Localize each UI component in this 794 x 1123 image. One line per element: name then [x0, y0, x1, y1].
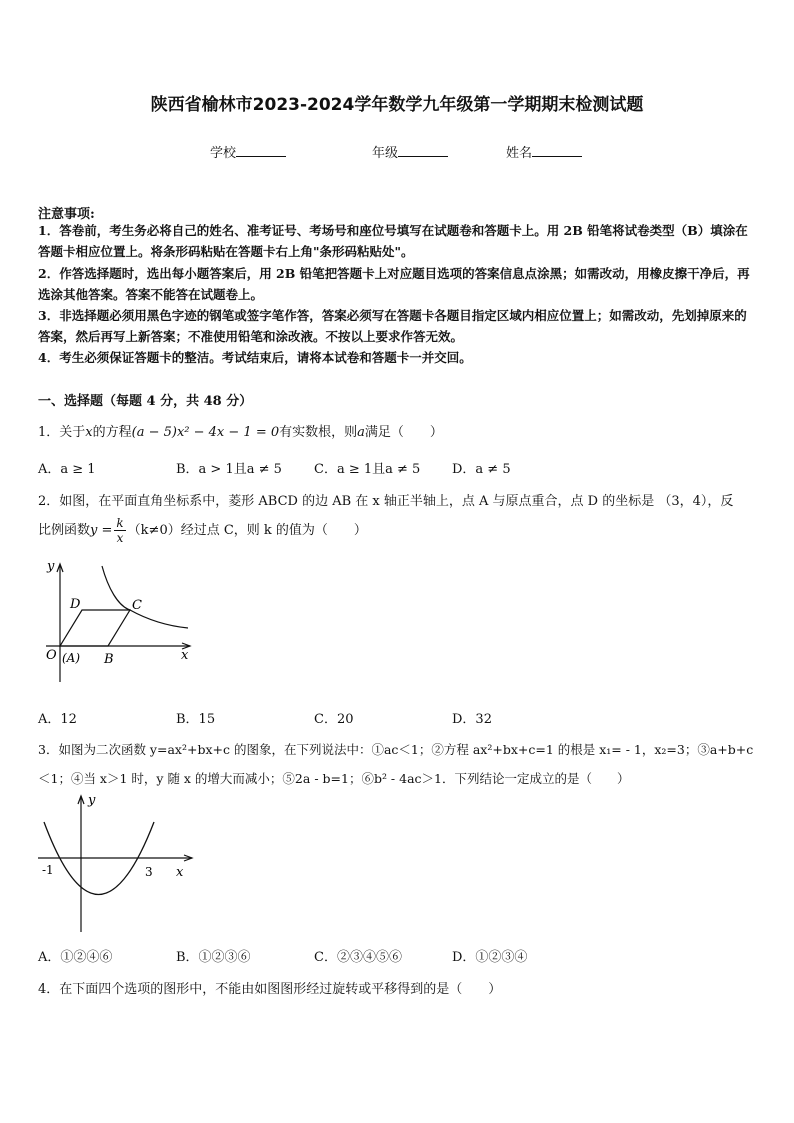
q2-label-o: O — [46, 648, 57, 663]
q2-line-2 — [38, 516, 367, 545]
q3-option-b[interactable]: B．①②③⑥ — [176, 950, 251, 965]
q2-option-d[interactable]: D．32 — [452, 712, 492, 727]
q2-frac-num: k — [116, 516, 124, 530]
school-blank — [236, 145, 286, 157]
q4-text: 4．在下面四个选项的图形中，不能由如图图形经过旋转或平移得到的是（ ） — [38, 982, 502, 997]
q3-option-a[interactable]: A．①②④⑥ — [38, 950, 113, 965]
q3-figure — [36, 792, 196, 937]
grade-blank — [398, 145, 448, 157]
q3-label-3: 3 — [145, 865, 153, 879]
q1-text-d: 满足（ ） — [364, 425, 443, 440]
q1-text-a: 1．关于 — [38, 425, 86, 440]
q3-label-y: y — [88, 793, 96, 808]
q1-text-b: 的方程 — [92, 425, 132, 440]
q2-option-a[interactable]: A．12 — [38, 712, 77, 727]
q2-text-b: （k≠0）经过点 C，则 k 的值为（ ） — [127, 523, 367, 538]
q2-option-c[interactable]: C．20 — [314, 712, 354, 727]
grade-field — [372, 142, 448, 161]
q1-x: x — [85, 425, 93, 440]
q2-frac-den: x — [116, 531, 124, 545]
q3-option-c[interactable]: C．②③④⑤⑥ — [314, 950, 402, 965]
q2-label-b: B — [104, 652, 114, 667]
q2-text-a: 比例函数 — [38, 523, 91, 538]
q1-text-c: 有实数根，则 — [279, 425, 358, 440]
school-label: 学校 — [210, 146, 237, 161]
q3-option-d[interactable]: D．①②③④ — [452, 950, 528, 965]
page-title: 陕西省榆林市2023-2024学年数学九年级第一学期期末检测试题 — [150, 95, 644, 115]
q1-option-c[interactable]: C．a ≥ 1且a ≠ 5 — [314, 462, 421, 477]
q2-label-d: D — [70, 597, 81, 612]
q2-figure — [38, 558, 198, 690]
q1-equation: (a − 5)x² − 4x − 1 = 0 — [131, 425, 280, 440]
school-field — [210, 142, 286, 161]
q1-option-b[interactable]: B．a > 1且a ≠ 5 — [176, 462, 282, 477]
q2-hyperbola — [102, 566, 188, 628]
q2-label-c: C — [132, 598, 142, 613]
q2-rhombus — [60, 610, 130, 646]
notice-item-3: 3．非选择题必须用黑色字迹的钢笔或签字笔作答，答案必须写在答题卡各题目指定区域内相应位置上；如需改动，先划掉原来的答案，然后再写上新答案；不准使用铅笔和涂改液。不按以上要求作答无效。 — [38, 308, 747, 344]
q2-line-1: 2．如图，在平面直角坐标系中，菱形 ABCD 的边 AB 在 x 轴正半轴上，点 A 与原点重合，点 D 的坐标是 （3，4），反 — [38, 494, 734, 509]
q2-y-eq: y = — [90, 523, 113, 538]
q3-line-2: ＜1；④当 x＞1 时，y 随 x 的增大而减小；⑤2a - b=1；⑥b² - 4ac＞1．下列结论一定成立的是（ ） — [38, 771, 630, 786]
q1-option-a[interactable]: A．a ≥ 1 — [38, 462, 96, 477]
section-heading: 一、选择题（每题 4 分，共 48 分） — [38, 394, 253, 409]
q2-fraction — [114, 516, 125, 545]
name-label: 姓名 — [506, 146, 533, 161]
question-1 — [38, 421, 443, 440]
name-blank — [532, 145, 582, 157]
q2-label-a: (A) — [62, 651, 81, 665]
q3-label-neg1: -1 — [42, 863, 54, 877]
q1-option-d[interactable]: D．a ≠ 5 — [452, 462, 511, 477]
q2-label-y: y — [47, 559, 55, 574]
notice-item-1: 1．答卷前，考生务必将自己的姓名、准考证号、考场号和座位号填写在试题卷和答题卡上。用 2B 铅笔将试卷类型（B）填涂在答题卡相应位置上。将条形码粘贴在答题卡右上角"条形码粘贴处"。 — [38, 223, 748, 259]
q3-line-1: 3．如图为二次函数 y=ax²+bx+c 的图象，在下列说法中：①ac＜1；②方程 ax²+bx+c=1 的根是 x₁= - 1，x₂=3；③a+b+c — [38, 742, 754, 757]
q2-option-b[interactable]: B．15 — [176, 712, 216, 727]
grade-label: 年级 — [372, 146, 399, 161]
notice-item-2: 2．作答选择题时，选出每小题答案后，用 2B 铅笔把答题卡上对应题目选项的答案信息点涂黑；如需改动，用橡皮擦干净后，再选涂其他答案。答案不能答在试题卷上。 — [38, 266, 750, 302]
q2-label-x: x — [181, 648, 189, 663]
q3-label-x: x — [176, 865, 184, 880]
notice-item-4: 4．考生必须保证答题卡的整洁。考试结束后，请将本试卷和答题卡一并交回。 — [38, 350, 472, 365]
notice-heading: 注意事项: — [38, 207, 95, 222]
name-field — [506, 142, 582, 161]
q1-a: a — [357, 425, 365, 440]
